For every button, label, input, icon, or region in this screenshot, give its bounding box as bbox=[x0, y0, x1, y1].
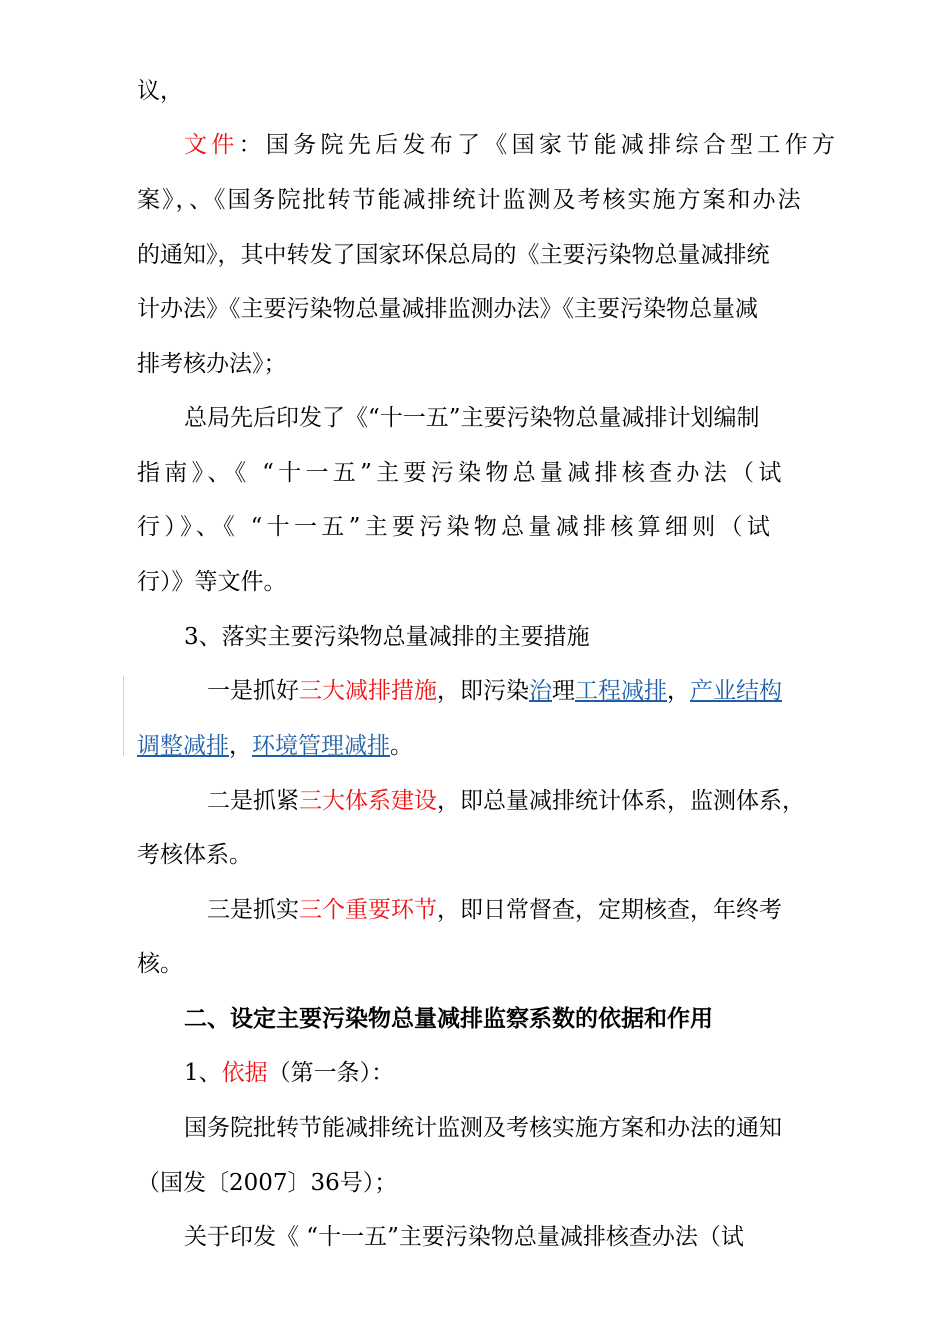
text-line: （国发〔2007〕36号）； bbox=[137, 1170, 398, 1196]
text-line bbox=[184, 130, 840, 160]
link-industrial-structure[interactable]: 产业结构 bbox=[690, 678, 782, 704]
text-span: ，即总量减排统计体系，监测体系， bbox=[437, 788, 805, 814]
text-span: 1、 bbox=[184, 1060, 222, 1086]
section-heading: 二、设定主要污染物总量减排监察系数的依据和作用 bbox=[184, 1005, 713, 1032]
link-environment-management[interactable]: 环境管理减排 bbox=[252, 733, 390, 759]
text-span: ， bbox=[229, 733, 252, 759]
text-line: 计办法》《主要污染物总量减排监测办法》《主要污染物总量减 bbox=[137, 296, 758, 322]
text-span: ，即污染 bbox=[437, 678, 529, 704]
text-line: 国务院批转节能减排统计监测及考核实施方案和办法的通知 bbox=[184, 1115, 782, 1141]
text-line bbox=[207, 676, 832, 706]
text-span: （第一条）： bbox=[267, 1060, 395, 1086]
text-line: 行）》等文件。 bbox=[137, 569, 287, 595]
highlight-three-links: 三个重要环节 bbox=[299, 897, 437, 923]
text-line bbox=[184, 1058, 817, 1088]
text-span: ，即日常督查，定期核查，年终考 bbox=[437, 897, 782, 923]
text-span: 一是抓好 bbox=[207, 678, 299, 704]
margin-bar bbox=[123, 676, 124, 756]
link-adjustment-reduction[interactable]: 调整减排 bbox=[137, 733, 229, 759]
text-span: ， bbox=[667, 678, 690, 704]
text-span: 理 bbox=[552, 678, 575, 704]
text-line: 的通知》，其中转发了国家环保总局的《主要污染物总量减排统 bbox=[137, 242, 770, 268]
label-files: 文件 bbox=[184, 132, 239, 158]
text-line: 案》，、《国务院批转节能减排统计监测及考核实施方案和办法 bbox=[137, 187, 803, 213]
text-line: 核。 bbox=[137, 951, 183, 977]
text-span: 。 bbox=[390, 733, 413, 759]
text-span: ：国务院先后发布了《国家节能减排综合型工作方 bbox=[238, 132, 840, 158]
text-span: 二是抓紧 bbox=[207, 788, 299, 814]
text-line: 排考核办法》； bbox=[137, 351, 287, 377]
text-line: 指南》、《 “十一五”主要污染物总量减排核查办法（试 bbox=[137, 460, 786, 486]
text-line: 关于印发《 “十一五”主要污染物总量减排核查办法（试 bbox=[184, 1224, 744, 1250]
highlight-three-systems: 三大体系建设 bbox=[299, 788, 437, 814]
text-line: 总局先后印发了《“十一五”主要污染物总量减排计划编制 bbox=[184, 405, 760, 431]
text-line: 考核体系。 bbox=[137, 842, 252, 868]
text-line bbox=[137, 731, 817, 761]
link-engineering-reduction[interactable]: 工程减排 bbox=[575, 678, 667, 704]
text-line: 议， bbox=[137, 78, 183, 104]
label-basis: 依据 bbox=[221, 1060, 268, 1086]
text-line bbox=[207, 895, 832, 925]
highlight-three-measures: 三大减排措施 bbox=[299, 678, 437, 704]
text-span: 三是抓实 bbox=[207, 897, 299, 923]
text-line: 3、落实主要污染物总量减排的主要措施 bbox=[184, 624, 590, 650]
link-governance[interactable]: 治 bbox=[529, 678, 552, 704]
text-line: 行）》、《 “十一五”主要污染物总量减排核算细则（试 bbox=[137, 514, 775, 540]
text-line bbox=[207, 786, 832, 816]
